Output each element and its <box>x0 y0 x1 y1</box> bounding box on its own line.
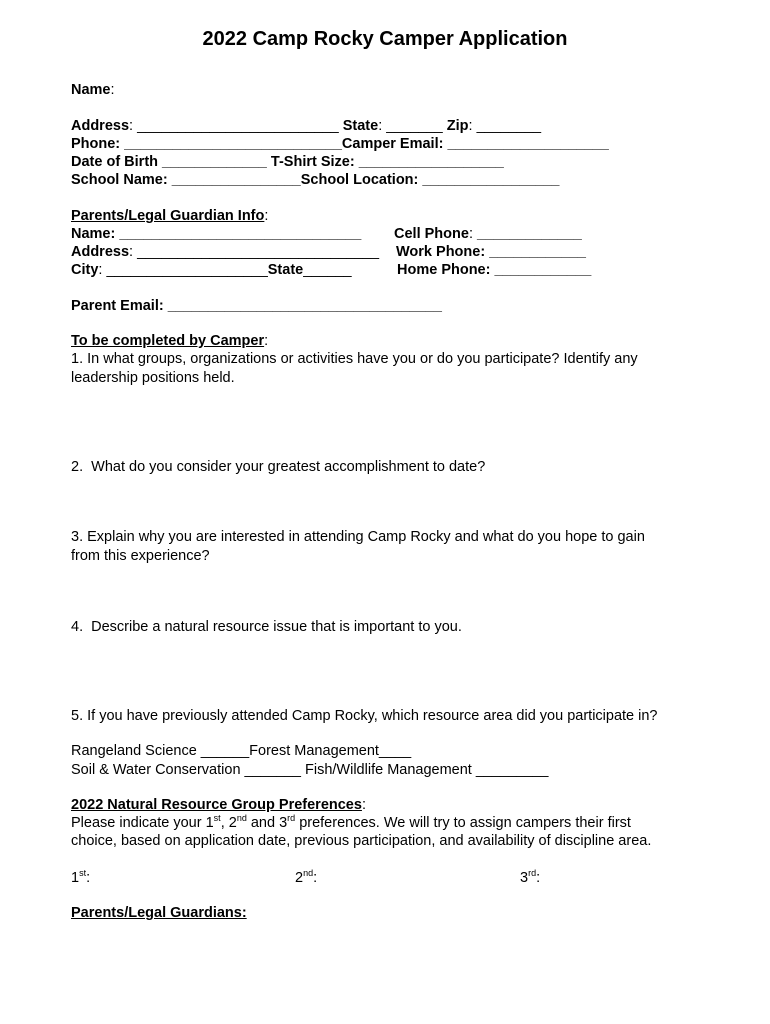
third-choice-label: 3 <box>520 870 529 886</box>
guardian-address-label: Address <box>71 244 130 260</box>
phone-row <box>71 135 609 153</box>
page-title: 2022 Camp Rocky Camper Application <box>202 28 568 50</box>
pref-sup-rd: rd <box>287 813 296 823</box>
parent-email-field[interactable]: __________________________________ <box>167 298 442 314</box>
phone-field[interactable]: ___________________________ <box>124 136 342 152</box>
cell-phone-label: Cell Phone <box>394 226 469 242</box>
school-location-label: School Location: <box>300 172 423 188</box>
home-phone-field[interactable]: ____________ <box>494 262 592 278</box>
cell-phone-field[interactable]: _____________ <box>477 226 582 242</box>
guardian-name-row <box>71 225 361 243</box>
work-phone-field[interactable]: ____________ <box>489 244 586 260</box>
guardian-heading-row: Parents/Legal Guardian Info: <box>71 208 269 224</box>
question-4: 4. Describe a natural resource issue that is important to you. <box>71 619 462 635</box>
guardians-heading: Parents/Legal Guardians: <box>71 905 247 921</box>
dob-label: Date of Birth <box>71 154 163 170</box>
camper-email-label: Camper Email: <box>341 136 448 152</box>
camper-section-heading-row: To be completed by Camper: <box>71 333 269 349</box>
camper-section-heading: To be completed by Camper <box>71 333 265 349</box>
guardian-heading: Parents/Legal Guardian Info <box>71 208 265 224</box>
address-row: Address: _________________________ State: _______ Zip: ________ <box>71 118 542 134</box>
first-choice-label: 1 <box>71 870 80 886</box>
state-label: State <box>342 118 379 134</box>
cell-phone-row: Cell Phone: _____________ <box>394 226 582 242</box>
pref-text-d: preferences. We will try to assign campers their first <box>295 815 631 831</box>
work-phone-row <box>396 243 586 261</box>
parent-email-label: Parent Email: <box>71 298 168 314</box>
guardian-name-label: Name: <box>71 226 120 242</box>
school-name-field[interactable]: ________________ <box>171 172 301 188</box>
dob-row <box>71 153 504 171</box>
school-name-label: School Name: <box>71 172 172 188</box>
preferences-line-2: choice, based on application date, previous participation, and availability of discipline area. <box>71 833 652 849</box>
guardian-state-label: State <box>267 262 304 278</box>
pref-text-c: and 3 <box>246 815 288 831</box>
state-field[interactable]: _______ <box>386 118 443 134</box>
address-label: Address <box>71 118 130 134</box>
guardian-address-field[interactable]: ______________________________ <box>137 244 380 260</box>
pref-sup-nd: nd <box>236 813 247 823</box>
question-3-line-2: from this experience? <box>71 548 210 564</box>
resource-areas-line-2[interactable]: Soil & Water Conservation _______ Fish/Wildlife Management _________ <box>71 762 549 778</box>
name-row: Name: <box>71 82 115 98</box>
home-phone-label: Home Phone: <box>397 262 495 278</box>
guardian-name-field[interactable]: ______________________________ <box>119 226 362 242</box>
work-phone-label: Work Phone: <box>396 244 490 260</box>
school-row <box>71 171 559 189</box>
preferences-heading: 2022 Natural Resource Group Preferences <box>71 797 362 813</box>
preferences-line-1 <box>71 814 631 832</box>
second-choice[interactable]: 2nd: <box>295 868 318 886</box>
name-label: Name <box>71 82 111 98</box>
guardian-state-field[interactable]: ______ <box>303 262 352 278</box>
second-choice-label: 2 <box>295 870 304 886</box>
guardian-city-field[interactable]: ____________________ <box>106 262 268 278</box>
dob-field[interactable]: _____________ <box>162 154 267 170</box>
third-choice[interactable]: 3rd: <box>520 868 541 886</box>
pref-text-a: Please indicate your 1 <box>71 815 214 831</box>
camper-email-field[interactable]: ____________________ <box>447 136 609 152</box>
first-choice-sup: st <box>79 868 87 878</box>
question-5: 5. If you have previously attended Camp Rocky, which resource area did you participate in? <box>71 708 658 724</box>
address-field[interactable]: _________________________ <box>137 118 339 134</box>
resource-areas-line-1[interactable]: Rangeland Science ______Forest Management____ <box>71 743 412 759</box>
question-2: 2. What do you consider your greatest accomplishment to date? <box>71 459 486 475</box>
guardian-city-row: City: ____________________State______ <box>71 262 352 278</box>
pref-text-b: , 2 <box>220 815 237 831</box>
phone-label: Phone: <box>71 136 125 152</box>
pref-sup-st: st <box>213 813 221 823</box>
tshirt-label: T-Shirt Size: <box>266 154 359 170</box>
preferences-heading-row: 2022 Natural Resource Group Preferences: <box>71 797 366 813</box>
question-1-line-1: 1. In what groups, organizations or activities have you or do you participate? Identify any <box>71 351 638 367</box>
tshirt-field[interactable]: __________________ <box>358 154 504 170</box>
first-choice[interactable]: 1st: <box>71 868 91 886</box>
zip-label: Zip <box>446 118 469 134</box>
question-1-line-2: leadership positions held. <box>71 370 235 386</box>
guardian-address-row: Address: ______________________________ <box>71 244 380 260</box>
second-choice-sup: nd <box>303 868 314 878</box>
third-choice-sup: rd <box>528 868 537 878</box>
home-phone-row <box>397 261 591 279</box>
school-location-field[interactable]: _________________ <box>422 172 560 188</box>
question-3-line-1: 3. Explain why you are interested in attending Camp Rocky and what do you hope to gain <box>71 529 645 545</box>
zip-field[interactable]: ________ <box>476 118 542 134</box>
guardian-city-label: City <box>71 262 99 278</box>
parent-email-row <box>71 297 442 315</box>
